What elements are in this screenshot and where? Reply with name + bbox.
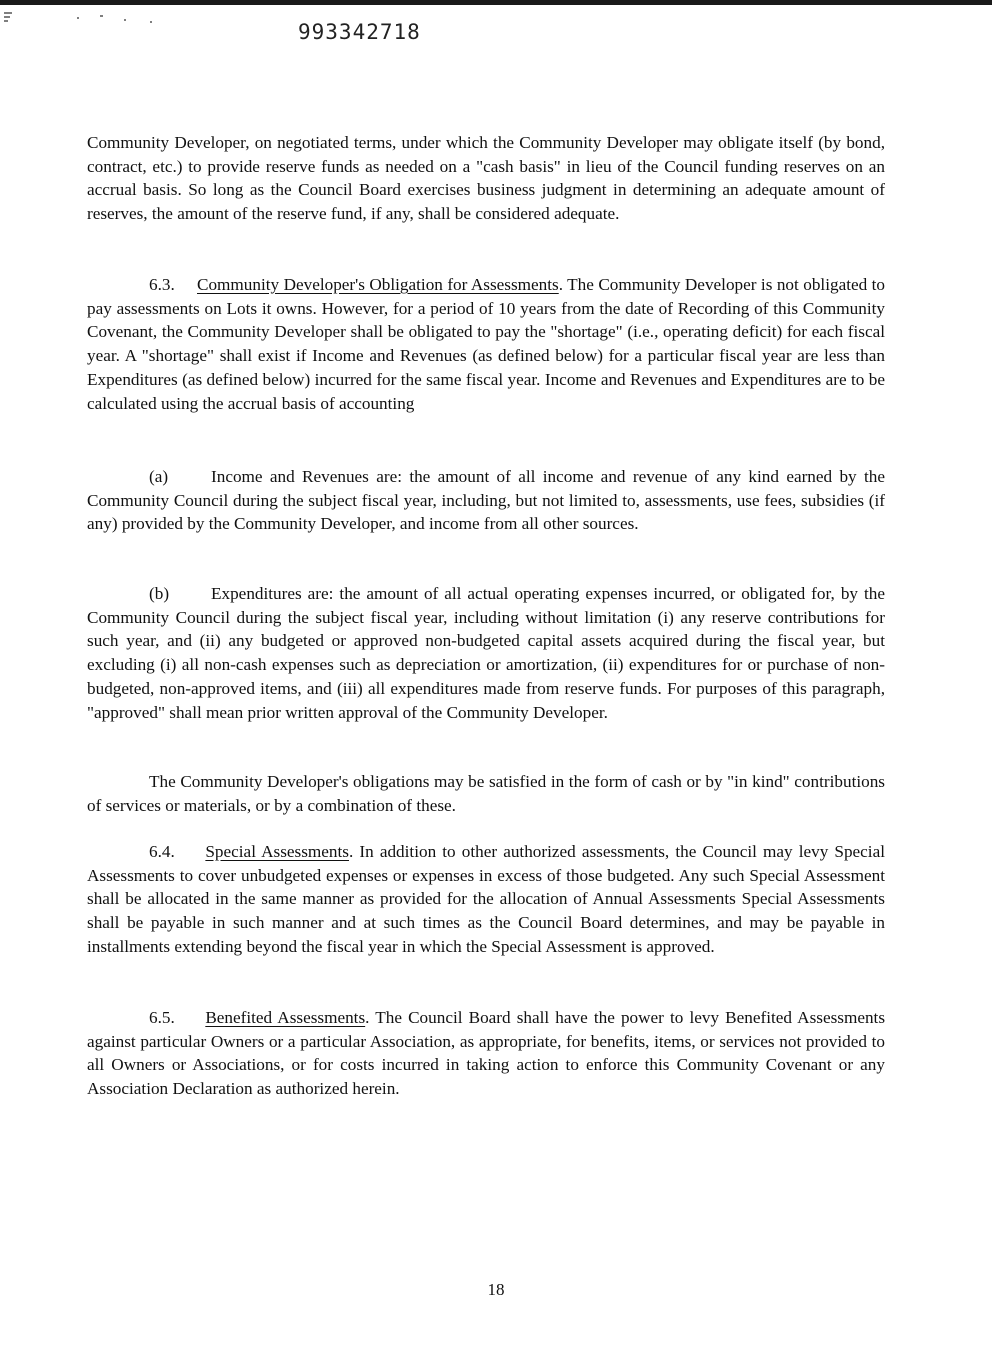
document-number: 993342718: [298, 20, 421, 44]
paragraph-reserve-funds: Community Developer, on negotiated terms, under which the Community Developer may obligate itself (by bond, contract, etc.) to provide reserve funds as needed on a "cash basis" in lieu of the Council funding reserves on an accrual basis. So long as the Council Board exercises business judgment in determining an adequate amount of reserves, the amount of the reserve fund, if any, shall be considered adequate.: [87, 133, 885, 224]
page-number: 18: [487, 1280, 505, 1299]
scan-top-border: [0, 0, 992, 5]
section-body: . The Council Board shall have the power to levy Benefited Assessments against particular Owners or a particular Association, as appropriate, for benefits, items, or services not provided to all Owners or Associations, or for costs incurred in taking action to enforce this Community Covenant or any Association Declaration as authorized herein.: [87, 1008, 886, 1099]
section-6-3: [87, 273, 885, 415]
section-number: 6.3.: [149, 275, 175, 294]
subsection-label: (a): [149, 467, 169, 486]
section-body: . In addition to other authorized assessments, the Council may levy Special Assessments to cover unbudgeted expenses or expenses in excess of those budgeted. Any such Special Assessment shall be allocated in the same manner as provided for the allocation of Annual Assessments Special Assessments shall be payable in such manner and at such times as the Council Board determines, and may be payable in installments extending beyond the fiscal year in which the Special Assessment is approved.: [87, 842, 885, 956]
subsection-body: Expenditures are: the amount of all actual operating expenses incurred, or obligated for, by the Community Council during the subject fiscal year, including without limitation (i) any reserve contributions for such year, and (ii) any budgeted or approved non-budgeted capital assets acquired during the fiscal year, but excluding (i) all non-cash expenses such as depreciation or amortization, (ii) expenditures for or purchase of non-budgeted, non-approved items, and (iii) all expenditures made from reserve funds. For purposes of this paragraph, "approved" shall mean prior written approval of the Community Developer.: [87, 584, 885, 722]
subsection-body: Income and Revenues are: the amount of all income and revenue of any kind earned by the Community Council during the subject fiscal year, including, but not limited to, assessments, use fees, subsidies (if any) provided by the Community Developer, and income from all other sources.: [87, 467, 885, 534]
paragraph-obligations: The Community Developer's obligations may be satisfied in the form of cash or by "in kind" contributions of services or materials, or by a combination of these.: [87, 772, 885, 815]
section-number: 6.4.: [149, 842, 175, 861]
subsection-b-expenditures: [87, 582, 885, 724]
section-number: 6.5.: [149, 1008, 175, 1027]
section-heading: Special Assessments: [205, 842, 349, 861]
section-body: . The Community Developer is not obligated to pay assessments on Lots it owns. However, for a period of 10 years from the date of Recording of this Community Covenant, the Community Developer shall be obligated to pay the "shortage" (i.e., operating deficit) for each fiscal year. A "shortage" shall exist if Income and Revenues (as defined below) for a particular fiscal year are less than Expenditures (as defined below) incurred for the same fiscal year. Income and Revenues and Expenditures are to be calculated using the accrual basis of accounting: [87, 275, 886, 413]
scan-artifact-marks: [2, 8, 152, 30]
section-6-4: [87, 840, 885, 959]
section-heading: Benefited Assessments: [205, 1008, 366, 1027]
section-6-5: [87, 1006, 885, 1101]
subsection-label: (b): [149, 584, 170, 603]
subsection-a-income-revenues: [87, 465, 885, 536]
section-heading: Community Developer's Obligation for Assessments: [197, 275, 559, 294]
